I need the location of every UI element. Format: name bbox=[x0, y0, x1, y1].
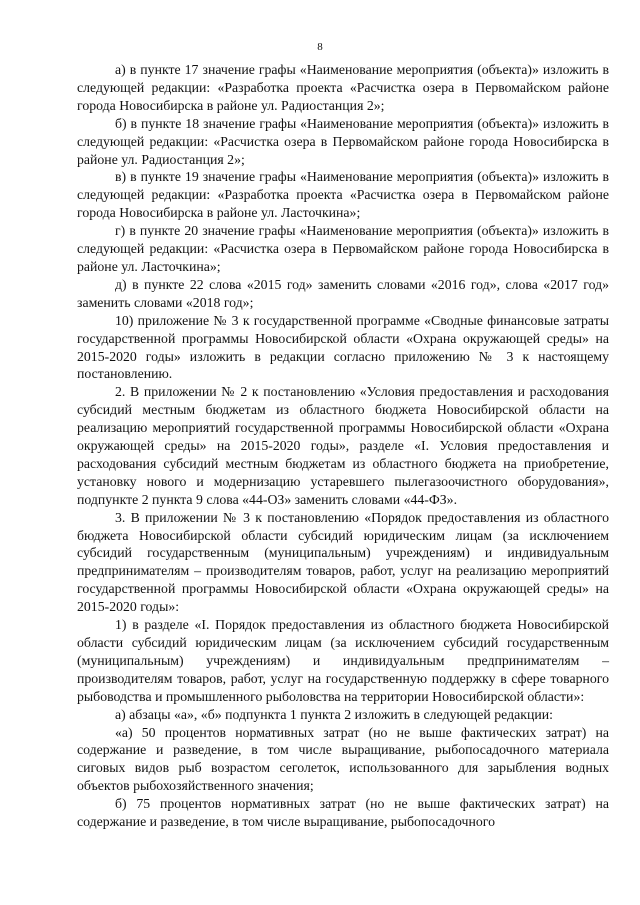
paragraph-section-2: 2. В приложении № 2 к постановлению «Условия предоставления и расходования субсидий местным бюджетам из областного бюджета Новосибирской области на реализацию мероприятий государственной программы Новосибирской области «Охрана окружающей среды» на 2015-2020 годы», разделе «I. Условия предоставления и расходования субсидий местным бюджетам из областного бюджета на приобретение, установку нового и модернизацию устаревшего пылегазоочистного оборудования», подпункте 2 пункта 9 слова «44-ОЗ» заменить словами «44-ФЗ». bbox=[77, 384, 609, 507]
paragraph-subsection-1: 1) в разделе «I. Порядок предоставления из областного бюджета Новосибирской области субсидий юридическим лицам (за исключением субсидий государственным (муниципальным) учреждениям) и индивидуальным предпринимателям – производителям товаров, работ, услуг на государственную поддержку в сфере товарного рыбоводства и промышленного рыболовства на территории Новосибирской области»: bbox=[77, 617, 609, 704]
paragraph-section-3: 3. В приложении № 3 к постановлению «Порядок предоставления из областного бюджета Новосибирской области субсидий юридическим лицам (за исключением субсидий государственным (муниципальным) учреждениям) и индивидуальным предпринимателям – производителям товаров, работ, услуг на реализацию мероприятий государственной программы Новосибирской области «Охрана окружающей среды» на 2015-2020 годы»: bbox=[77, 509, 609, 615]
paragraph-quote-a: «а) 50 процентов нормативных затрат (но не выше фактических затрат) на содержание и разведение, в том числе выращивание, рыбопосадочного материала сиговых видов рыб возрастом сеголеток, использованного для зарыбления водных объектов рыбохозяйственного значения; bbox=[77, 724, 609, 794]
page-number: 8 bbox=[317, 41, 323, 53]
paragraph-appendix-3: 10) приложение № 3 к государственной программе «Сводные финансовые затраты государственной программы Новосибирской области «Охрана окружающей среды» на 2015-2020 годы» изложить в редакции согласно приложению № 3 к настоящему постановлению. bbox=[77, 312, 609, 382]
paragraph-item-17: а) в пункте 17 значение графы «Наименование мероприятия (объекта)» изложить в следующей редакции: «Разработка проекта «Расчистка озера в Первомайском районе города Новосибирска в районе ул. Радиостанция 2»; bbox=[77, 62, 609, 113]
paragraph-item-19: в) в пункте 19 значение графы «Наименование мероприятия (объекта)» изложить в следующей редакции: «Разработка проекта «Расчистка озера в Первомайском районе города Новосибирска в районе ул. Ласточкина»; bbox=[77, 169, 609, 221]
paragraph-item-18: б) в пункте 18 значение графы «Наименование мероприятия (объекта)» изложить в следующей редакции: «Расчистка озера в Первомайском районе города Новосибирска в районе ул. Радиостанция 2»; bbox=[77, 115, 609, 167]
paragraph-item-22: д) в пункте 22 слова «2015 год» заменить словами «2016 год», слова «2017 год» заменить словами «2018 год»; bbox=[77, 276, 609, 310]
document-body bbox=[77, 61, 609, 831]
paragraph-subitem-a: а) абзацы «а», «б» подпункта 1 пункта 2 изложить в следующей редакции: bbox=[115, 706, 553, 722]
paragraph-quote-b: б) 75 процентов нормативных затрат (но не выше фактических затрат) на содержание и разведение, в том числе выращивание, рыбопосадочного bbox=[77, 796, 609, 830]
paragraph-item-20: г) в пункте 20 значение графы «Наименование мероприятия (объекта)» изложить в следующей редакции: «Расчистка озера в Первомайском районе города Новосибирска в районе ул. Ласточкина»; bbox=[77, 223, 609, 274]
